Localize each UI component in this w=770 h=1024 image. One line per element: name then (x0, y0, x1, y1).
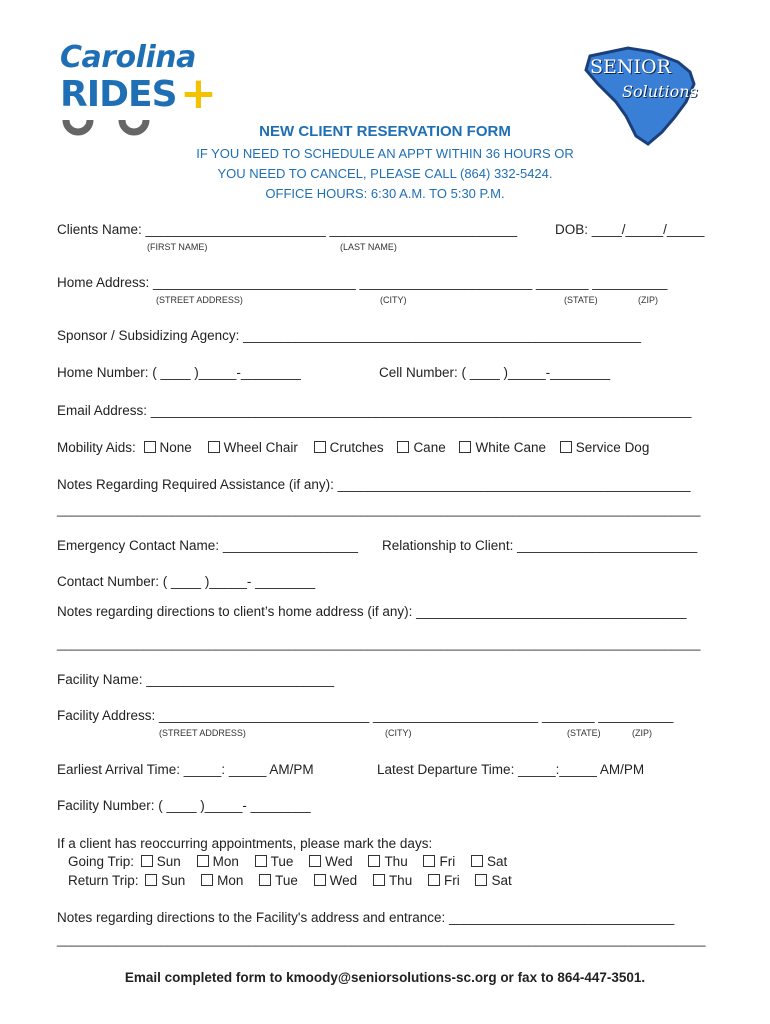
earliest-arrival-field[interactable]: Earliest Arrival Time: _____: _____ AM/PM (57, 762, 314, 777)
notes-assistance-field[interactable]: Notes Regarding Required Assistance (if any): _______________________________________________ (57, 477, 691, 492)
notes-home-directions-line-2[interactable]: _________________________________________________________________________________________ (57, 636, 701, 651)
going-day-sun[interactable]: Sun (141, 854, 181, 869)
state-caption-2: (STATE) (567, 728, 601, 738)
cell-number-field[interactable]: Cell Number: ( ____ )_____-________ (379, 365, 611, 380)
last-name-caption: (LAST NAME) (340, 242, 397, 252)
checkbox-icon (259, 874, 271, 886)
contact-number-field[interactable]: Contact Number: ( ____ )_____- ________ (57, 574, 316, 589)
going-day-wed[interactable]: Wed (309, 854, 353, 869)
checkbox-icon (208, 441, 220, 453)
mobility-option-crutches[interactable]: Crutches (314, 440, 384, 455)
footer-instruction: Email completed form to kmoody@seniorsolutions-sc.org or fax to 864-447-3501. (124, 970, 646, 985)
reoccurring-instruction: If a client has reoccurring appointments, please mark the days: (57, 836, 433, 851)
zip-caption-2: (ZIP) (632, 728, 652, 738)
mobility-option-white-cane[interactable]: White Cane (459, 440, 546, 455)
dob-field[interactable]: DOB: ____/_____/_____ (555, 222, 705, 237)
state-caption-1: (STATE) (564, 295, 598, 305)
notes-facility-directions-line-2[interactable]: ________________________________________________________________________________________ (57, 932, 706, 947)
logo-plus: + (180, 68, 217, 119)
going-day-tue[interactable]: Tue (255, 854, 294, 869)
checkbox-icon (201, 874, 213, 886)
header-line-1: IF YOU NEED TO SCHEDULE AN APPT WITHIN 36 HOURS OR (196, 146, 574, 161)
mobility-option-none[interactable]: None (144, 440, 192, 455)
going-trip-label: Going Trip: (68, 854, 135, 869)
checkbox-icon (145, 874, 157, 886)
header-line-3: OFFICE HOURS: 6:30 A.M. TO 5:30 P.M. (265, 186, 505, 201)
emergency-contact-field[interactable]: Emergency Contact Name: __________________ (57, 538, 358, 553)
checkbox-icon (423, 855, 435, 867)
header-line-2: YOU NEED TO CANCEL, PLEASE CALL (864) 332-5424. (217, 166, 553, 181)
relationship-field[interactable]: Relationship to Client: ________________________ (382, 538, 698, 553)
zip-caption-1: (ZIP) (638, 295, 658, 305)
logo-line1: Carolina (60, 40, 196, 75)
checkbox-icon (314, 441, 326, 453)
checkbox-icon (428, 874, 440, 886)
going-day-mon[interactable]: Mon (197, 854, 239, 869)
going-trip-row (68, 854, 507, 869)
mobility-aids-label: Mobility Aids: (57, 440, 136, 455)
checkbox-icon (141, 855, 153, 867)
notes-home-directions-field[interactable]: Notes regarding directions to client’s home address (if any): ____________________________________ (57, 604, 687, 619)
mobility-aids-row (57, 440, 649, 455)
email-field[interactable]: Email Address: ________________________________________________________________________ (57, 403, 692, 418)
logo-line2: RIDES (60, 74, 177, 115)
checkbox-icon (255, 855, 267, 867)
form-title: NEW CLIENT RESERVATION FORM (259, 123, 511, 140)
return-trip-label: Return Trip: (68, 873, 139, 888)
sponsor-field[interactable]: Sponsor / Subsidizing Agency: _____________________________________________________ (57, 328, 642, 343)
mobility-option-cane[interactable]: Cane (397, 440, 445, 455)
city-caption-1: (CITY) (380, 295, 407, 305)
client-name-field[interactable]: Clients Name: ________________________ _________________________ (57, 222, 518, 237)
going-day-sat[interactable]: Sat (471, 854, 507, 869)
checkbox-icon (560, 441, 572, 453)
first-name-caption: (FIRST NAME) (147, 242, 208, 252)
checkbox-icon (144, 441, 156, 453)
return-day-thu[interactable]: Thu (373, 873, 412, 888)
going-day-fri[interactable]: Fri (423, 854, 455, 869)
city-caption-2: (CITY) (385, 728, 412, 738)
return-day-wed[interactable]: Wed (314, 873, 358, 888)
going-day-thu[interactable]: Thu (368, 854, 407, 869)
return-day-sun[interactable]: Sun (145, 873, 185, 888)
checkbox-icon (314, 874, 326, 886)
return-day-fri[interactable]: Fri (428, 873, 460, 888)
latest-departure-field[interactable]: Latest Departure Time: _____:_____ AM/PM (377, 762, 645, 777)
return-trip-row (68, 873, 512, 888)
home-number-field[interactable]: Home Number: ( ____ )_____-________ (57, 365, 301, 380)
checkbox-icon (368, 855, 380, 867)
facility-number-field[interactable]: Facility Number: ( ____ )_____- ________ (57, 798, 311, 813)
checkbox-icon (373, 874, 385, 886)
street-caption-1: (STREET ADDRESS) (156, 295, 243, 305)
checkbox-icon (197, 855, 209, 867)
home-address-field[interactable]: Home Address: ___________________________ _______________________ _______ __________ (57, 275, 668, 290)
facility-name-field[interactable]: Facility Name: _________________________ (57, 672, 334, 687)
mobility-option-wheel-chair[interactable]: Wheel Chair (208, 440, 298, 455)
checkbox-icon (309, 855, 321, 867)
checkbox-icon (397, 441, 409, 453)
notes-assistance-line-2[interactable]: _________________________________________________________________________________________ (57, 502, 701, 517)
senior-logo-line2: Solutions (622, 82, 698, 101)
notes-facility-directions-field[interactable]: Notes regarding directions to the Facility's address and entrance: ______________________________ (57, 910, 675, 925)
mobility-option-service-dog[interactable]: Service Dog (560, 440, 650, 455)
return-day-tue[interactable]: Tue (259, 873, 298, 888)
senior-logo-line1: SENIOR (590, 56, 671, 78)
checkbox-icon (471, 855, 483, 867)
return-day-mon[interactable]: Mon (201, 873, 243, 888)
checkbox-icon (459, 441, 471, 453)
return-day-sat[interactable]: Sat (475, 873, 511, 888)
street-caption-2: (STREET ADDRESS) (159, 728, 246, 738)
facility-address-field[interactable]: Facility Address: ____________________________ ______________________ _______ __________ (57, 708, 674, 723)
checkbox-icon (475, 874, 487, 886)
